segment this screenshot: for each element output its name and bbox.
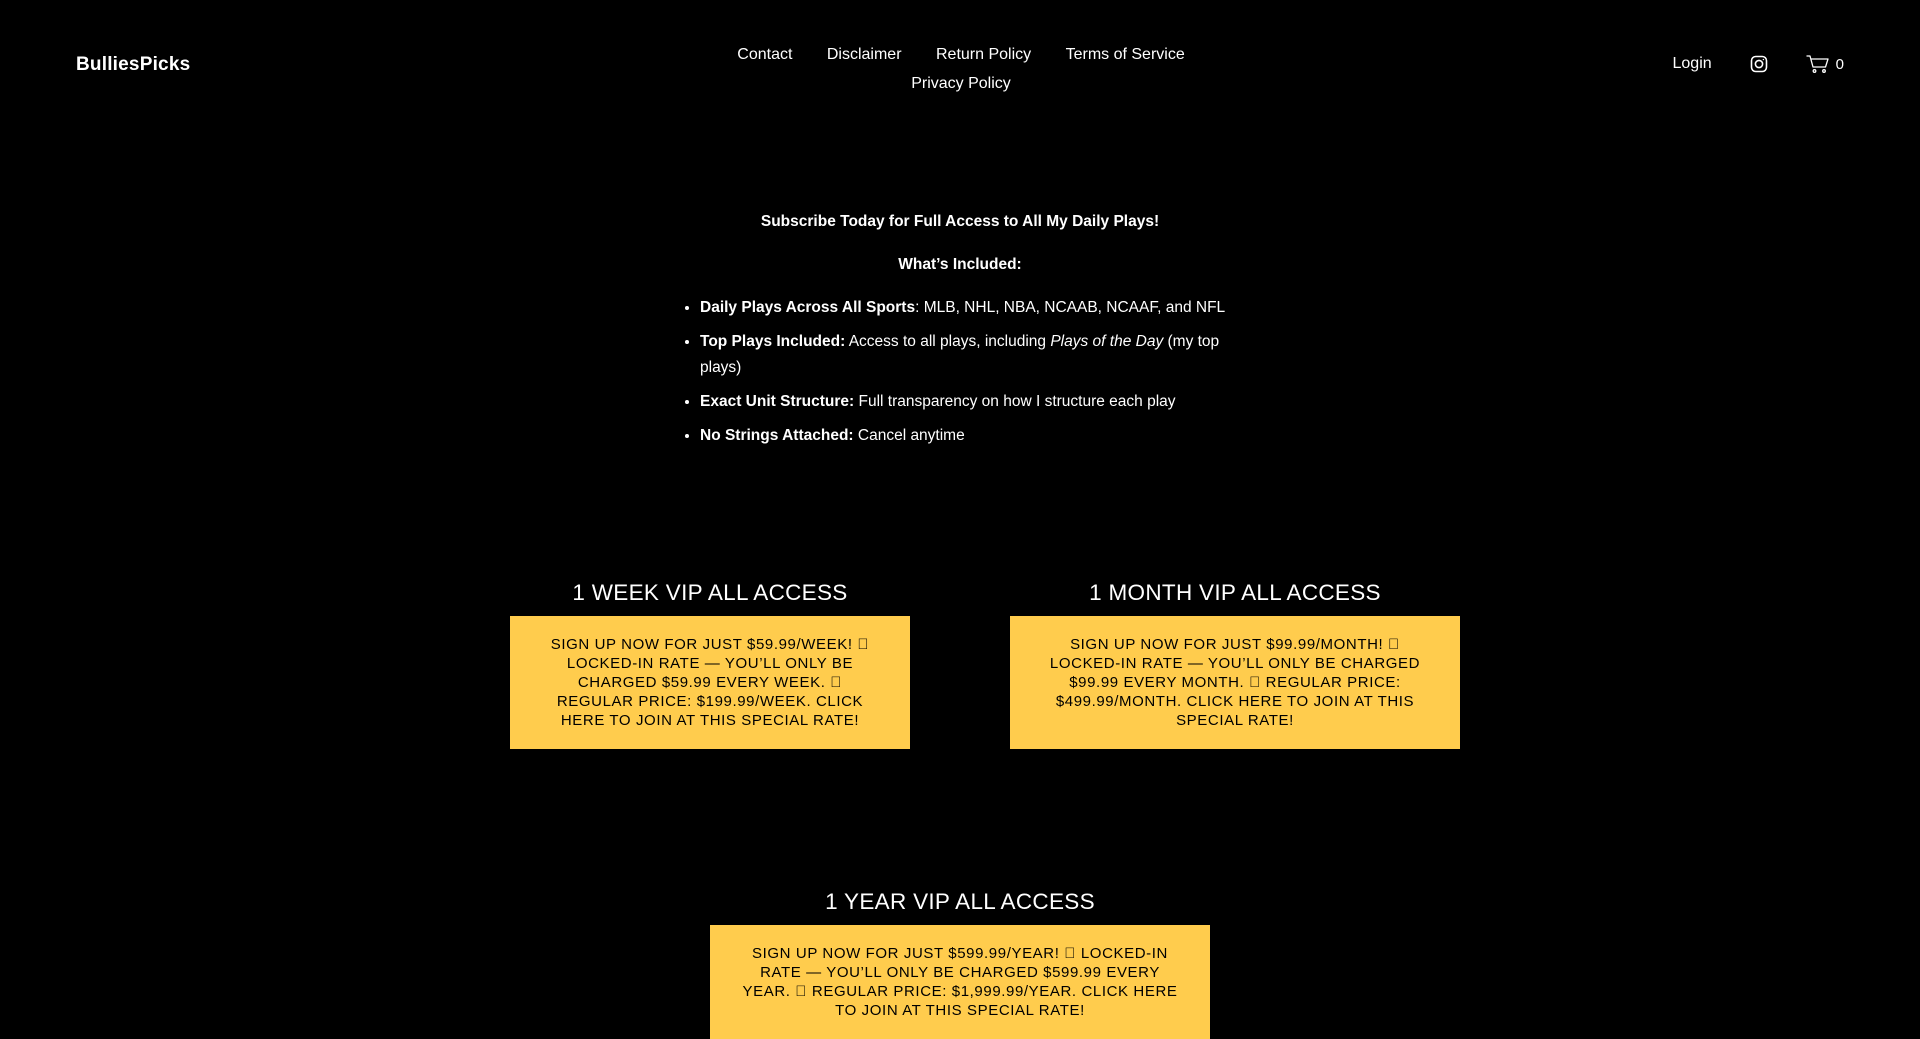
site-title-link[interactable]: BulliesPicks [76,54,191,75]
plan-week [510,578,910,749]
feature-text: Full transparency on how I structure each play [854,393,1176,410]
plan-month-title: 1 MONTH VIP ALL ACCESS [1089,580,1381,605]
feature-text: (my top plays) [700,333,1220,376]
nav-link-contact[interactable]: Contact [737,46,793,63]
feature-separator: : [915,299,920,316]
intro-subheading: What’s Included: [898,256,1022,273]
cart-count: 0 [1835,55,1844,73]
plan-month-signup-button[interactable]: SIGN UP NOW FOR JUST $99.99/MONTH! 􀀀 LOCKED-IN RATE — YOU’LL ONLY BE CHARGED $99.99 EVERY MONTH. 􀀀 REGULAR PRICE: $499.99/MONTH. CLICK HERE TO JOIN AT THIS SPECIAL RATE! [1010,616,1460,749]
feature-item-unit-structure [700,389,1260,415]
nav-link-disclaimer[interactable]: Disclaimer [826,46,902,63]
cart-button[interactable] [1806,54,1844,74]
instagram-icon[interactable] [1750,55,1768,73]
features-list [660,295,1260,449]
plan-month [1010,578,1460,749]
header-actions [1673,54,1845,74]
nav-link-return-policy[interactable]: Return Policy [935,46,1032,63]
nav-link-terms-of-service[interactable]: Terms of Service [1065,46,1185,63]
feature-emphasis: Plays of the Day [1050,333,1164,350]
plan-year [710,887,1210,1039]
plan-week-signup-button[interactable]: SIGN UP NOW FOR JUST $59.99/WEEK! 􀀀 LOCKED-IN RATE — YOU’LL ONLY BE CHARGED $59.99 EVERY WEEK. 􀀀 REGULAR PRICE: $199.99/WEEK. CLICK HERE TO JOIN AT THIS SPECIAL RATE! [510,616,910,749]
feature-title: No Strings Attached: [700,427,854,444]
feature-text: MLB, NHL, NBA, NCAAB, NCAAF, and NFL [919,299,1226,316]
feature-title: Top Plays Included: [700,333,846,350]
cart-icon [1806,54,1830,74]
feature-item-daily-plays [700,295,1260,321]
feature-item-top-plays [700,329,1260,381]
login-link[interactable]: Login [1672,55,1712,72]
feature-title: Daily Plays Across All Sports [700,299,916,316]
nav-link-privacy-policy[interactable]: Privacy Policy [911,75,1011,92]
feature-text: Access to all plays, including [845,333,1051,350]
plan-year-title: 1 YEAR VIP ALL ACCESS [825,889,1095,914]
feature-item-no-strings [700,423,1260,449]
feature-text: Cancel anytime [853,427,965,444]
intro-section [660,212,1260,457]
intro-heading: Subscribe Today for Full Access to All My Daily Plays! [760,213,1160,230]
plan-year-signup-button[interactable]: SIGN UP NOW FOR JUST $599.99/YEAR! 􀀀 LOCKED-IN RATE — YOU’LL ONLY BE CHARGED $599.99 EVERY YEAR. 􀀀 REGULAR PRICE: $1,999.99/YEAR. CLICK HERE TO JOIN AT THIS SPECIAL RATE! [710,925,1210,1039]
feature-title: Exact Unit Structure: [700,393,855,410]
plan-week-title: 1 WEEK VIP ALL ACCESS [572,580,848,605]
main-nav [700,40,1222,98]
